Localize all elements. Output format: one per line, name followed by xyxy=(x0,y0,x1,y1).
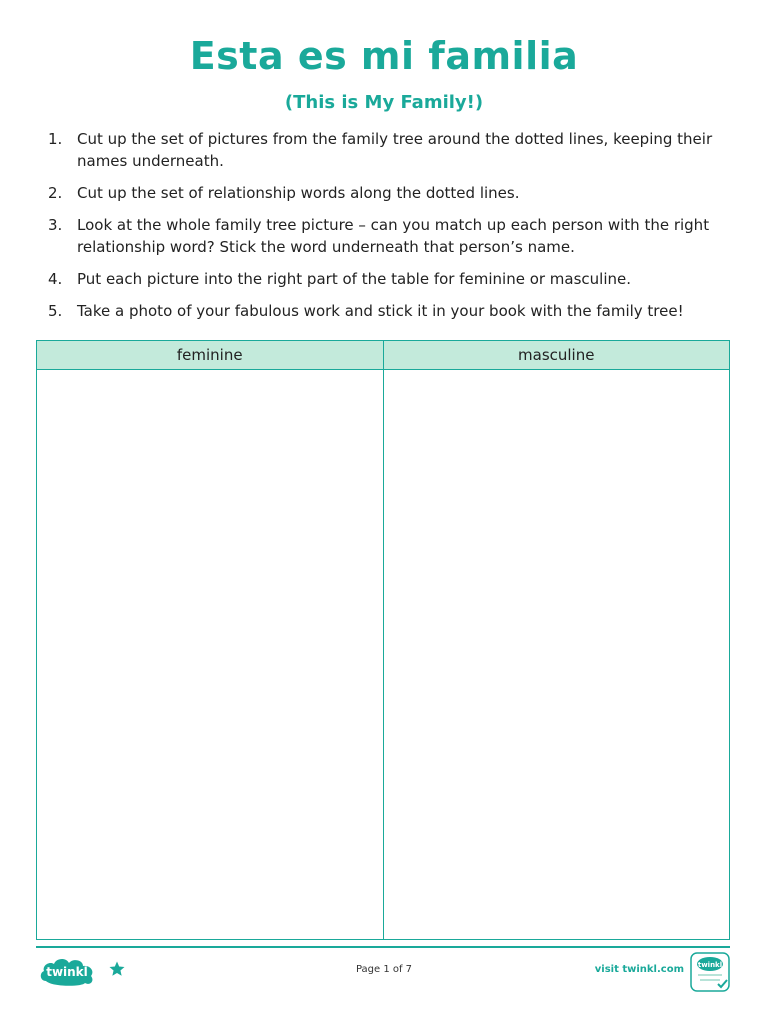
logo-text: twinkl xyxy=(46,965,88,979)
instruction-item xyxy=(40,268,720,290)
instruction-text: Cut up the set of pictures from the family tree around the dotted lines, keeping their names underneath. xyxy=(77,130,713,170)
instruction-number: 2. xyxy=(48,184,63,202)
instruction-text: Look at the whole family tree picture – can you match up each person with the right relationship word? Stick the word underneath that person’s name. xyxy=(77,216,710,256)
instruction-number: 3. xyxy=(48,216,63,234)
instruction-item xyxy=(40,300,720,322)
gender-sort-table xyxy=(36,340,730,940)
page-title: Esta es mi familia xyxy=(189,34,579,78)
instruction-item xyxy=(40,214,720,258)
quality-standard-badge-icon xyxy=(690,952,730,992)
masculine-cell xyxy=(383,370,729,940)
table-row xyxy=(37,370,729,940)
column-header-masculine: masculine xyxy=(383,341,729,370)
footer-divider xyxy=(36,946,730,948)
instruction-item xyxy=(40,182,720,204)
instruction-number: 1. xyxy=(48,130,63,148)
instruction-number: 5. xyxy=(48,302,63,320)
column-header-feminine: feminine xyxy=(37,341,383,370)
table-header-row xyxy=(37,341,729,370)
feminine-cell xyxy=(37,370,383,940)
instructions-list xyxy=(40,128,720,332)
instruction-text: Put each picture into the right part of the table for feminine or masculine. xyxy=(77,270,632,288)
instruction-text: Take a photo of your fabulous work and stick it in your book with the family tree! xyxy=(77,302,684,320)
instruction-number: 4. xyxy=(48,270,63,288)
instruction-text: Cut up the set of relationship words along the dotted lines. xyxy=(77,184,520,202)
visit-link[interactable]: visit twinkl.com xyxy=(594,964,684,975)
table xyxy=(37,341,729,939)
instruction-item xyxy=(40,128,720,172)
page-number: Page 1 of 7 xyxy=(355,964,413,975)
badge-logo-text: twinkl xyxy=(697,961,723,969)
page-subtitle: (This is My Family!) xyxy=(284,92,484,113)
